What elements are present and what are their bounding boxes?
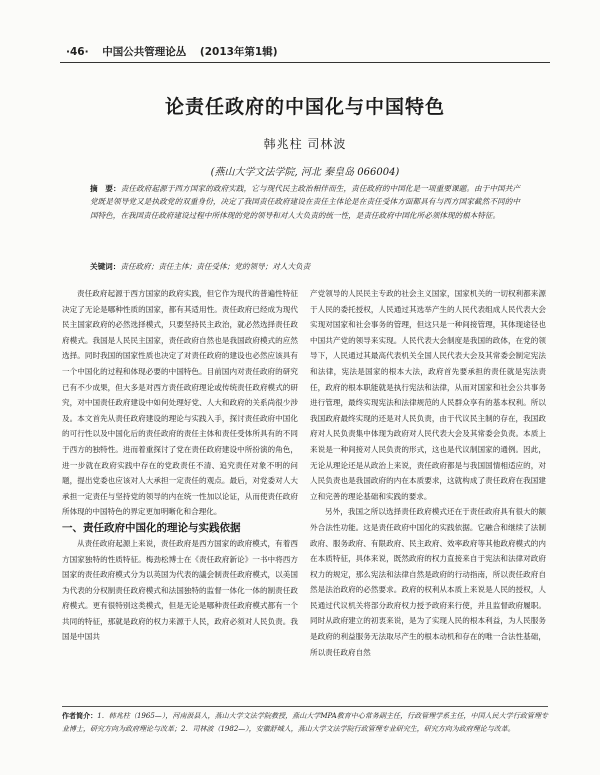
keywords-text: 责任政府；责任主体；责任受体；党的领导；对人大负责 <box>120 262 311 271</box>
journal-name: 中国公共管理论丛 <box>102 46 187 58</box>
header-divider <box>60 62 550 63</box>
continued-paragraph: 产党领导的人民民主专政的社会主义国家，国家机关的一切权利都来源于人民的委托授权，人民通过其选举产生的人民代表组成人民代表大会实现对国家和社会事务的管理，但这只是一种间接管理，其体现途径也中国共产党的领导来实现。人民代表大会制度是我国的政体，在党的领导下，人民通过其最高代表机关全国人民代表大会及其常委会制定宪法和法律，宪法是国家的根本大法，政府首先要承担的责任就是宪法责任，政府的根本职能就是执行宪法和法律，从而对国家和社会公共事务进行管理，最终实现宪法和法律规范的人民群众享有的基本权利。所以我国政府最终实现的还是对人民负责，由于代议民主制的存在，我国政府对人民负责集中体现为政府对人民代表大会及其常委会负责。本质上来说是一种间接对人民负责的形式，这也是代议制国家的通例。因此，无论从理论还是从政治上来说，责任政府都是与我国国情相适应的，对人民负责也是我国政府的内在本质要求，这就构成了责任政府在我国建立和完善的理论基础和实践的要求。 <box>310 289 546 501</box>
left-column <box>62 286 298 645</box>
abstract <box>90 182 520 222</box>
right-column <box>310 286 546 660</box>
page-number: ·46· <box>66 46 89 58</box>
footnote-text: 1．韩兆柱（1965—），河南汲县人，燕山大学文法学院教授，燕山大学MPA教育中心常务副主任，行政管理学系主任，中国人民大学行政管理专业博士，研究方向为政府理论与改革；2．司林波（1982—），安徽舒城人，燕山大学文法学院行政管理专业研究生，研究方向为政府理论与改革。 <box>62 712 549 733</box>
section-paragraph: 从责任政府起源上来说，责任政府是西方国家的政府模式，有着西方国家独特的性质特征。梅劲松博士在《责任政府新论》一书中将西方国家的责任政府模式分为以英国为代表的議会制责任政府模式，以美国为代表的分权制责任政府模式和法国独特的监督一体化一体的制责任政府模式。更有很特别这类模式，但是无论是哪种责任政府模式都有一个共同的特征，那就是政府的权力来源于人民，政府必须对人民负责。我国是中国共 <box>62 538 298 642</box>
keywords <box>90 260 520 273</box>
abstract-label: 摘 要： <box>90 184 121 193</box>
intro-paragraph: 责任政府起源于西方国家的政府实践，但它作为现代的普遍性特征决定了无论是哪种性质的国家，都有其适用性。责任政府已经成为现代民主国家政府的必然选择模式，只要坚持民主政治，就必然选择责任政府模式。我国是人民民主国家，责任政府自然也是我国政府模式的应然选择。同时我国的国家性质也决定了对责任政府的建设也必然应该具有一个中国化的过程和体现必要的中国特色。目前国内对责任政府的研究已有不少成果，但大多是对西方责任政府理论或传统责任政府模式的研究，对中国责任政府建设中如何处理好党、人大和政府的关系尚很少涉及。本文首先从责任政府建设的理论与实践入手，探讨责任政府中国化的可行性以及中国化后的责任政府的责任主体和责任受体所具有的不同于西方的独特性。进而着重探讨了党在责任政府建设中所扮演的角色，进一步就在政府实践中存在的党政责任不清、追究责任对象不明的问题，提出党委也应该对人大承担一定责任的观点。最后，对党委对人大承担一定责任与坚持党的领导的内在统一性加以论证，从而使责任政府所体现的中国特色的界定更加明晰化和合理化。 <box>62 289 298 517</box>
body-paragraph: 另外，我国之所以选择责任政府模式还在于责任政府具有很大的额外合法性功能。这是责任政府中国化的实践依据。它融合和继续了法制政府、服务政府、有限政府、民主政府、效率政府等其他政府模式的内在本质特征，具体来说，既然政府的权力直接来自于宪法和法律对政府权力的规定，那么宪法和法律自然是政府的行动指南，所以责任政府自然是法治政府的必然要求。政府的权利从本质上来说是人民的授权，人民通过代议机关将部分政府权力授予政府来行使，并且监督政府履职。同时从政府建立的初衷来说，是为了实现人民的根本利益，为人民服务是政府的利益服务无法取尽产生的根本动机和存在的唯一合法性基础，所以责任政府自然 <box>310 507 546 657</box>
keywords-label: 关键词： <box>90 262 121 271</box>
abstract-text: 责任政府起源于西方国家的政府实践，它与现代民主政治相伴而生，责任政府的中国化是一项重要课题。由于中国共产党既是领导党又是执政党的双重身份，决定了我国责任政府建设在责任主体论是在责任受体方面都具有与西方国家截然不同的中国特色，在我国责任政府建设过程中所体现的党的领导和对人大负责的统一性，是责任政府中国化所必须体现的根本特征。 <box>90 184 521 220</box>
footnote-label: 作者简介： <box>62 712 98 720</box>
paper-title: 论责任政府的中国化与中国特色 <box>164 96 445 118</box>
running-header <box>66 44 536 58</box>
paper-authors: 韩兆柱 司林波 <box>263 137 347 151</box>
author-footnote <box>62 710 548 735</box>
journal-issue: (2013年第1辑) <box>199 46 278 58</box>
footnote-divider <box>62 706 548 707</box>
author-affiliation: (燕山大学文法学院, 河北 秦皇岛 066004) <box>210 167 400 178</box>
section-heading: 一、责任政府中国化的理论与实践依据 <box>62 521 241 534</box>
